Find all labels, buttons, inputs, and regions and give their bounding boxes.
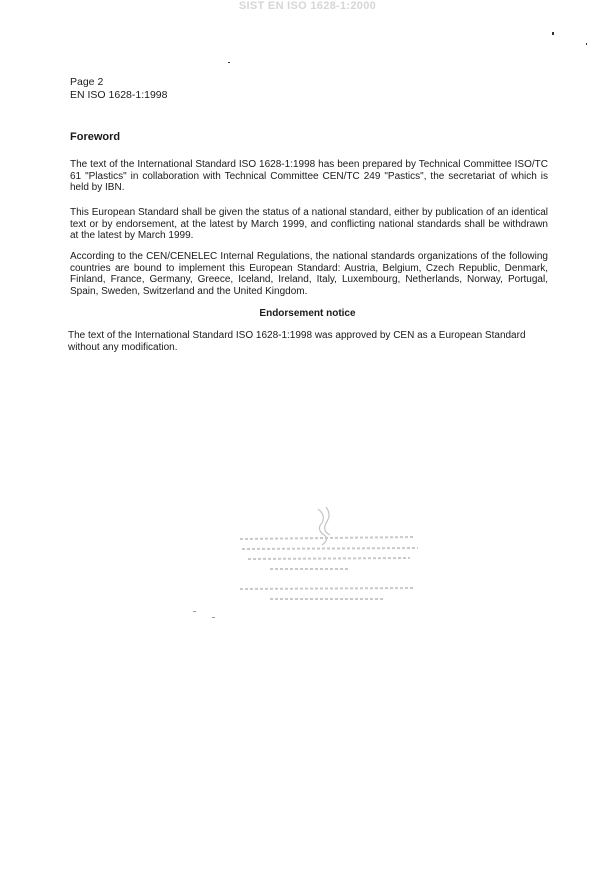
foreword-paragraph-1: The text of the International Standard ISO 1628-1:1998 has been prepared by Technical Committee ISO/TC 61 "Plastics" in collaboration with Technical Committee CEN/TC 249 "Pastics", the secretariat of which is held by IBN.	[70, 159, 548, 193]
faded-stamp-icon	[230, 505, 430, 615]
foreword-paragraph-2: This European Standard shall be given the status of a national standard, either by publication of an identical text or by endorsement, at the latest by March 1999, and conflicting national standards shall be withdrawn at the latest by March 1999.	[70, 207, 548, 241]
foreword-heading: Foreword	[70, 131, 121, 143]
scan-speck	[228, 62, 230, 63]
watermark-title: SIST EN ISO 1628-1:2000	[238, 0, 377, 12]
endorsement-paragraph: The text of the International Standard ISO 1628-1:1998 was approved by CEN as a European Standard without any modification.	[68, 330, 526, 353]
foreword-paragraph-3: According to the CEN/CENELEC Internal Regulations, the national standards organizations of the following countries are bound to implement this European Standard: Austria, Belgium, Czech Republic, Denmark, Finland, France, Germany, Greece, Iceland, Ireland, Italy, Luxembourg, Netherlands, Norway, Portugal, Spain, Sweden, Switzerland and the United Kingdom.	[70, 251, 548, 297]
standard-number: EN ISO 1628-1:1998	[70, 89, 168, 101]
page-header	[70, 76, 167, 102]
scan-speck	[586, 43, 587, 45]
endorsement-heading: Endorsement notice	[259, 308, 356, 319]
page-number: Page 2	[70, 76, 104, 88]
scan-speck	[193, 611, 196, 612]
scan-speck	[552, 32, 554, 35]
scan-speck	[212, 617, 215, 618]
